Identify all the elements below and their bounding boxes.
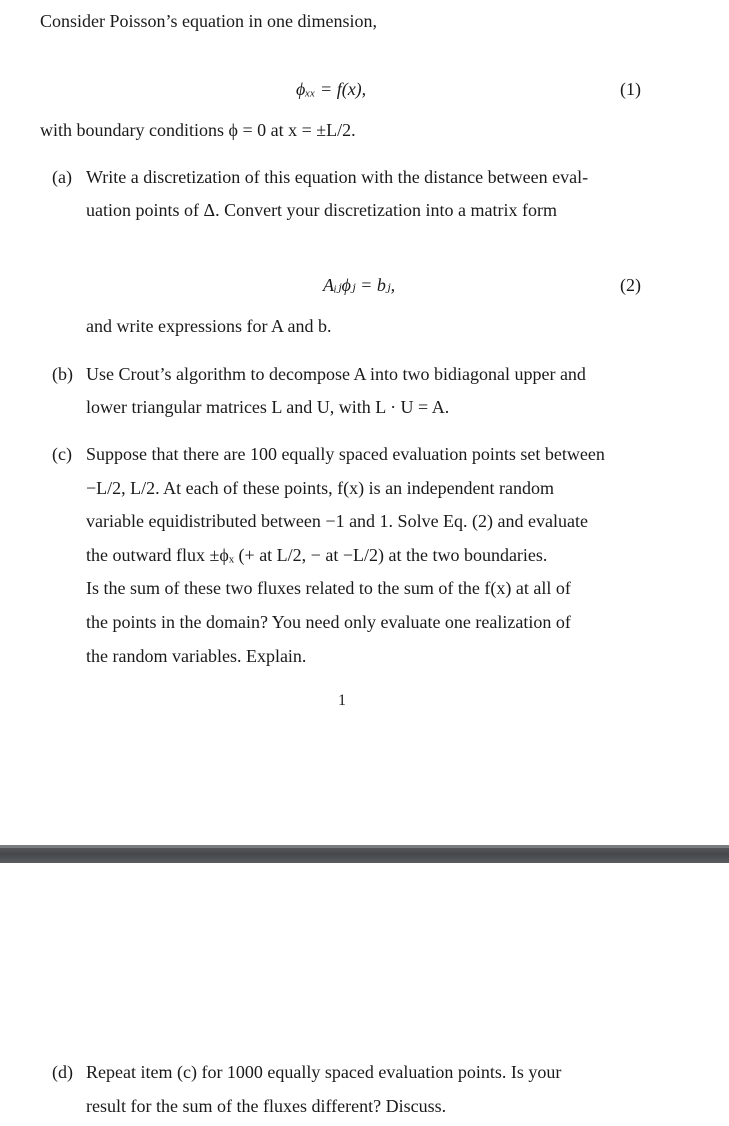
equation-1-number: (1): [620, 79, 641, 99]
item-c-line: Suppose that there are 100 equally spaced evaluation points set between: [86, 444, 605, 464]
item-d-line: Repeat item (c) for 1000 equally spaced evaluation points. Is your: [86, 1062, 562, 1082]
item-c-line: the outward flux ±ϕₓ (+ at L/2, − at −L/2) at the two boundaries.: [86, 545, 548, 565]
page-divider: [0, 845, 729, 863]
item-c-label: (c): [52, 444, 72, 464]
item-d-line: result for the sum of the fluxes different? Discuss.: [86, 1096, 447, 1116]
intro-text: Consider Poisson’s equation in one dimension,: [40, 11, 377, 31]
page-number: 1: [338, 692, 346, 709]
equation-1: ϕₓₓ = f(x),: [296, 79, 367, 99]
item-c-line: the points in the domain? You need only evaluate one realization of: [86, 612, 571, 632]
boundary-conditions: with boundary conditions ϕ = 0 at x = ±L/2.: [40, 120, 356, 140]
item-a-line: uation points of Δ. Convert your discretization into a matrix form: [86, 200, 557, 220]
item-a-label: (a): [52, 167, 72, 187]
item-c-line: variable equidistributed between −1 and 1. Solve Eq. (2) and evaluate: [86, 511, 588, 531]
item-b-label: (b): [52, 364, 73, 384]
item-d-label: (d): [52, 1062, 73, 1082]
equation-2-number: (2): [620, 275, 641, 295]
equation-2: Aᵢⱼϕⱼ = bⱼ,: [323, 275, 396, 295]
item-c-line: the random variables. Explain.: [86, 646, 307, 666]
item-a-line: Write a discretization of this equation with the distance between eval-: [86, 167, 589, 187]
item-c-line: Is the sum of these two fluxes related to the sum of the f(x) at all of: [86, 578, 571, 598]
item-a-after-equation: and write expressions for A and b.: [86, 316, 332, 336]
item-c-line: −L/2, L/2. At each of these points, f(x) is an independent random: [86, 478, 555, 498]
item-b-line: Use Crout’s algorithm to decompose A into two bidiagonal upper and: [86, 364, 586, 384]
item-b-line: lower triangular matrices L and U, with L · U = A.: [86, 397, 450, 417]
